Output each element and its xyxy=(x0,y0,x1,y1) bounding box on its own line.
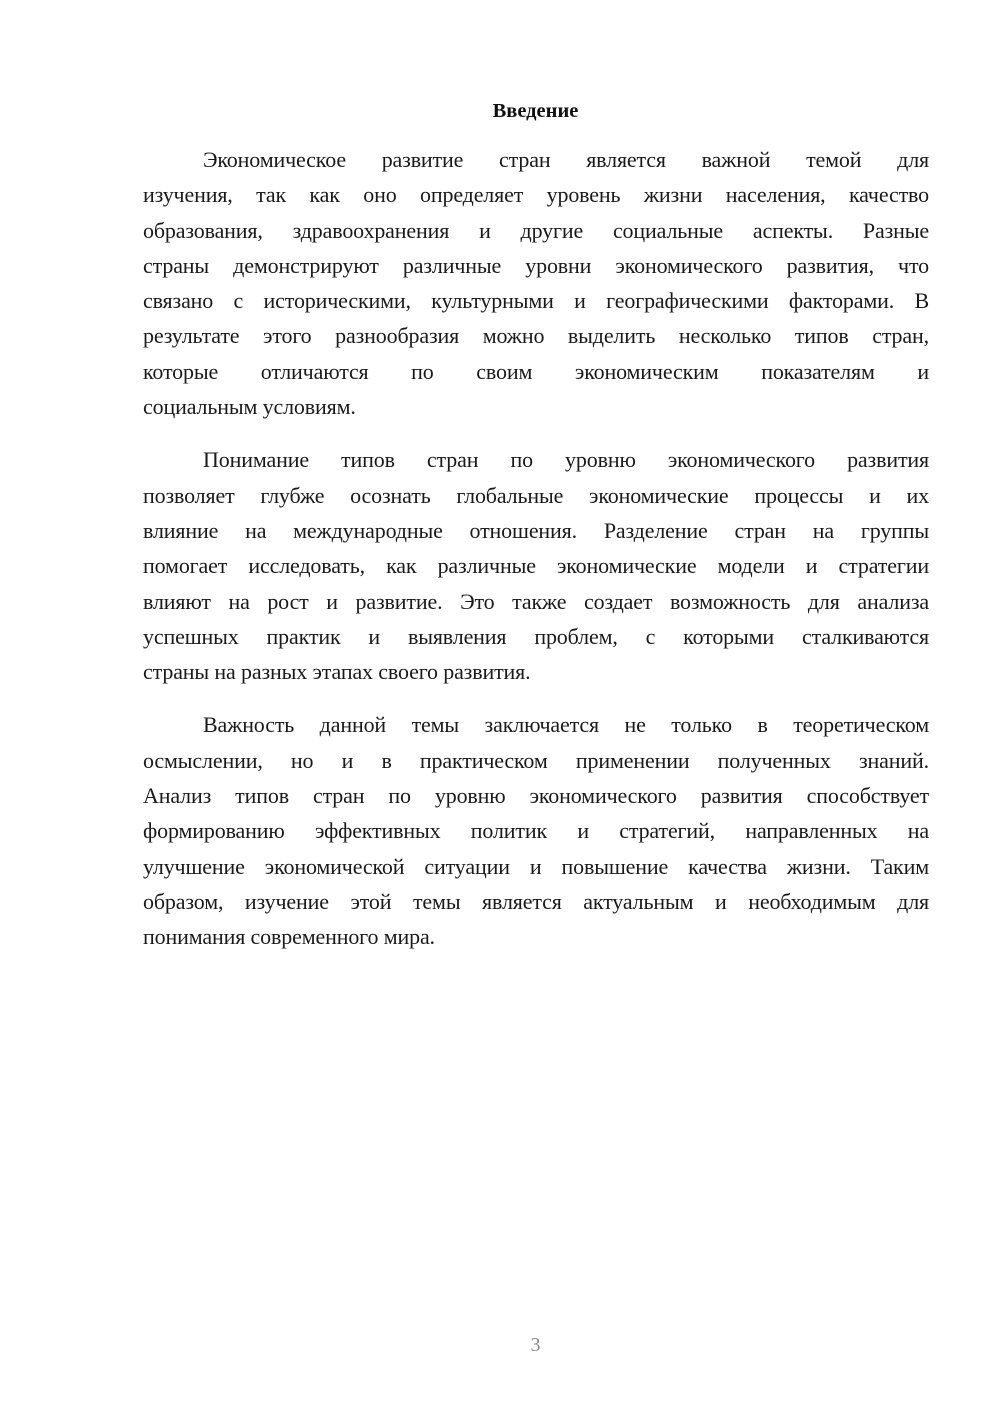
section-heading: Введение xyxy=(492,100,579,122)
text-line: изучения, так как оно определяет уровень жизни населения, качество xyxy=(143,182,929,208)
text-line: успешных практик и выявления проблем, с которыми сталкиваются xyxy=(143,623,929,649)
text-line: влияют на рост и развитие. Это также создает возможность для анализа xyxy=(143,588,929,614)
text-line: страны демонстрируют различные уровни экономического развития, что xyxy=(143,252,929,278)
text-line: образом, изучение этой темы является актуальным и необходимым для xyxy=(143,888,929,914)
page-number: 3 xyxy=(530,1334,541,1356)
paragraph-1 xyxy=(143,142,929,424)
text-line: позволяет глубже осознать глобальные экономические процессы и их xyxy=(143,482,929,508)
text-line: связано с историческими, культурными и географическими факторами. В xyxy=(143,288,929,314)
text-line: улучшение экономической ситуации и повышение качества жизни. Таким xyxy=(143,853,929,879)
text-line: Важность данной темы заключается не только в теоретическом xyxy=(203,712,929,738)
text-line: страны на разных этапах своего развития. xyxy=(143,659,531,685)
text-line: понимания современного мира. xyxy=(143,924,435,950)
text-line: Экономическое развитие стран является важной темой для xyxy=(203,147,929,172)
text-line: Понимание типов стран по уровню экономического развития xyxy=(203,447,929,473)
text-line: помогает исследовать, как различные экономические модели и стратегии xyxy=(143,553,929,579)
text-line: результате этого разнообразия можно выделить несколько типов стран, xyxy=(143,323,929,349)
text-line: социальным условиям. xyxy=(143,394,356,420)
text-line: влияние на международные отношения. Разделение стран на группы xyxy=(143,517,929,543)
text-line: осмыслении, но и в практическом применении полученных знаний. xyxy=(143,747,929,773)
text-line: которые отличаются по своим экономическим показателям и xyxy=(143,358,929,384)
text-line: Анализ типов стран по уровню экономического развития способствует xyxy=(143,783,929,809)
paragraph-2 xyxy=(143,442,929,689)
document-body xyxy=(143,142,929,973)
paragraph-3 xyxy=(143,707,929,954)
text-line: формированию эффективных политик и стратегий, направленных на xyxy=(143,818,929,844)
text-line: образования, здравоохранения и другие социальные аспекты. Разные xyxy=(143,217,929,243)
